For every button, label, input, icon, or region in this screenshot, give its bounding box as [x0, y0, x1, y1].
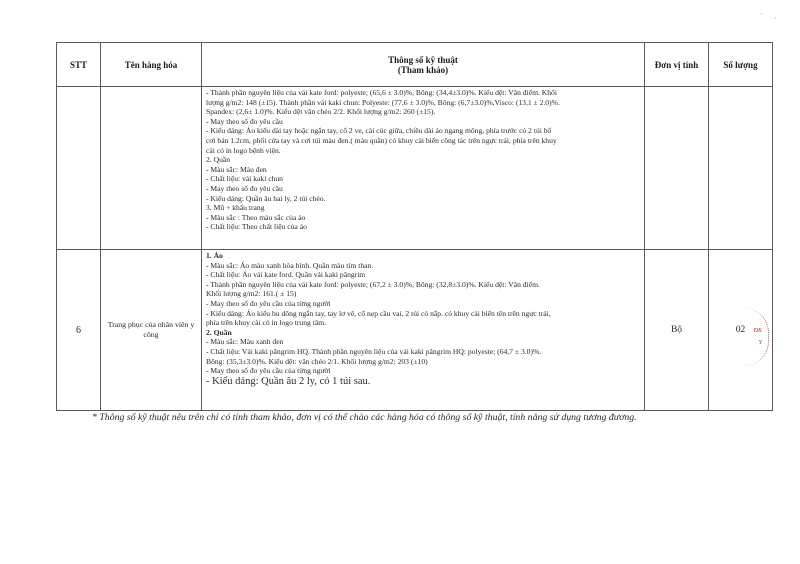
table-row [57, 250, 773, 411]
qty-cell [709, 87, 773, 250]
spec-line-large: - Kiểu dáng: Quần âu 2 ly, có 1 túi sau. [206, 375, 371, 387]
unit-cell [645, 87, 709, 250]
name-cell: Trang phục của nhân viên y công [101, 250, 202, 411]
spec-heading: 1. Áo [206, 251, 223, 260]
spec-line: Bông: (35,3±3.0)%. Kiểu dệt: vân chéo 2/1. Khối lượng g/m2: 203 (±10) [206, 356, 428, 366]
spec-line: - May theo số đo yêu cầu [206, 183, 283, 193]
unit-cell: Bộ [645, 250, 709, 411]
spec-line: phía trên khuy cài có in logo trung tâm. [206, 318, 326, 328]
spec-heading: 2. Quần [206, 327, 232, 337]
table-row [57, 87, 773, 250]
spec-line: 3. Mũ + khẩu trang [206, 203, 265, 213]
spec-line: - Chất liệu: Theo chất liệu của áo [206, 222, 307, 232]
qty-cell [709, 250, 773, 411]
stt-cell [57, 87, 101, 250]
header-spec-title: Thông số kỹ thuật [388, 54, 458, 65]
table-header-row [57, 43, 773, 87]
header-unit: Đơn vị tính [645, 43, 709, 87]
spec-cell [202, 250, 645, 411]
stamp-text: ĐK [753, 328, 762, 334]
header-name: Tên hàng hóa [101, 43, 202, 87]
spec-line: - Thành phần nguyên liệu của vải kate ford: polyeste; (65,6 ± 3.0)%, Bông: (34,4±3.0)%. Kiểu dệt: Vân điểm. Khối [206, 88, 557, 97]
footnote: * Thông số kỹ thuật nêu trên chỉ có tính tham khảo, đơn vị có thể chào các hàng hóa có thông số kỹ thuật, tính năng sử dụng tương đương. [92, 412, 637, 423]
spec-line: - Kiểu dáng: Áo kiểu dài tay hoặc ngắn tay, cổ 2 ve, cài cúc giữa, chiều dài áo ngang mông, phía trước có 2 túi bổ [206, 126, 552, 136]
spec-line: - Kiểu dáng: Quần âu hai ly, 2 túi chéo. [206, 193, 326, 203]
corner-mark: · [774, 14, 777, 23]
spec-line: - Màu sắc: Màu đen [206, 164, 267, 174]
spec-line: cơi bản 1.2cm, phối cửa tay và cơi túi màu đen.( màu quần) có khuy cài biển công tác trên ngực trái, phía trên khuy [206, 135, 557, 145]
spec-line: - May theo số đo yêu cầu của từng người [206, 298, 331, 308]
spec-line: - Thành phần nguyên liệu của vải kate ford: polyeste; (67,2 ± 3.0)%, Bông: (32,8±3.0)%. Kiểu dệt: Vân điểm. [206, 279, 540, 289]
spec-line: - Chất liệu: Vải kaki pãngrim HQ. Thành phần nguyên liệu của vải kaki pãngrim HQ: polyeste; (64,7 ± 3.0)%. [206, 346, 542, 356]
spec-line: - Màu sắc: Màu xanh đen [206, 337, 284, 347]
spec-line: 2. Quần [206, 155, 231, 165]
spec-line: - Màu sắc: Áo màu xanh hòa bình. Quần màu tím than. [206, 260, 374, 270]
qty-value: 02 [735, 325, 746, 335]
header-qty: Số lượng [709, 43, 773, 87]
spec-line: - May theo số đo yêu cầu của từng người [206, 366, 331, 376]
spec-line: - May theo số đo yêu cầu [206, 116, 283, 126]
name-cell [101, 87, 202, 250]
stt-cell: 6 [57, 250, 101, 411]
spec-cell [202, 87, 645, 250]
spec-line: cài có in logo bệnh viện. [206, 145, 281, 155]
spec-line: - Chất liệu: Áo vải kate ford. Quần vải kaki pãngrim [206, 270, 366, 280]
header-stt: STT [57, 43, 101, 87]
spec-line: Spandex: (2,6± 1.0)%. Kiểu dệt vân chéo 2/2. Khối lượng g/m2: 260 (±15). [206, 107, 436, 117]
spec-line: lượng g/m2: 148 (±15). Thành phần vải kaki chun: Polyeste: (77,6 ± 3.0)%, Bông: (6,7±3.0)%,Visco: (13,1 ± 2.0)%. [206, 97, 560, 107]
header-spec [202, 43, 645, 87]
red-stamp [744, 308, 769, 366]
spec-line: Khối lượng g/m2: 161.( ± 15) [206, 289, 297, 299]
spec-line: - Chất liệu: vải kaki chun [206, 174, 283, 184]
header-spec-subtitle: (Tham khảo) [397, 64, 449, 75]
spec-line: - Màu sắc : Theo màu sắc của áo [206, 212, 306, 222]
spec-table-container [56, 42, 772, 411]
spec-line: - Kiểu dáng: Áo kiểu bu dông ngắn tay, tay lơ vê, cổ nẹp cầu vai, 2 túi có nắp. có khuy cài biển tên trên ngực trái, [206, 308, 551, 318]
corner-mark: · [760, 10, 763, 19]
spec-table [56, 42, 773, 411]
stamp-text: Y [758, 340, 762, 346]
